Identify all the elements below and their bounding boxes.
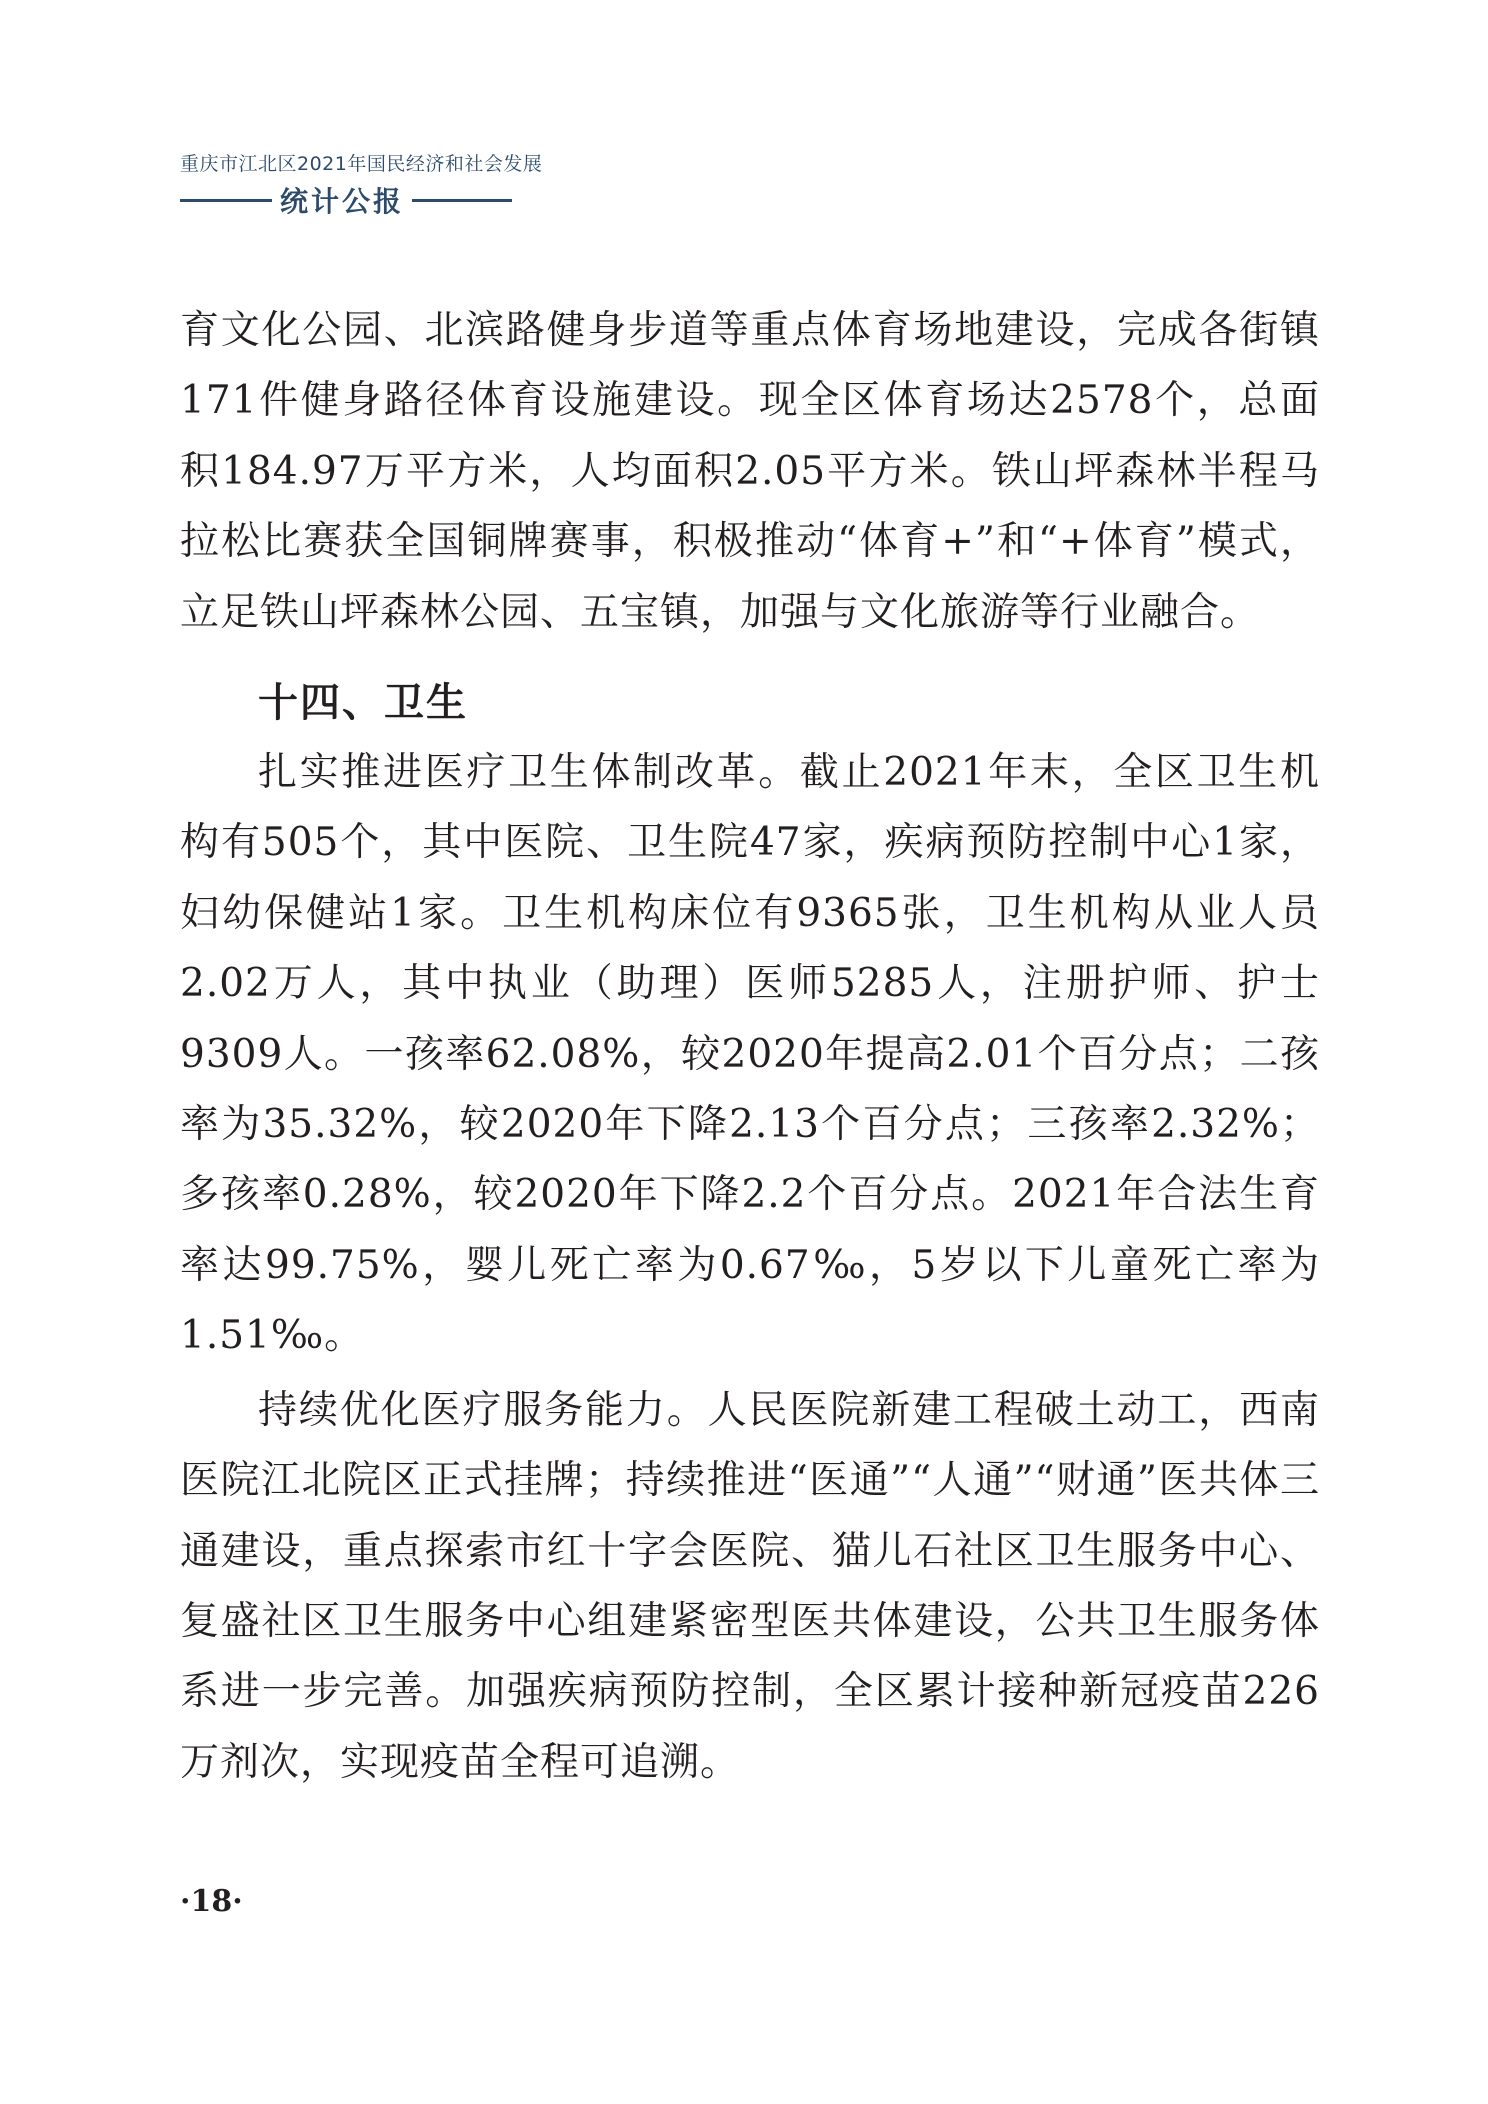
header-rule-right <box>412 199 512 202</box>
header-subtitle: 重庆市江北区2021年国民经济和社会发展 <box>180 153 543 175</box>
paragraph-health-reform: 扎实推进医疗卫生体制改革。截止2021年末，全区卫生机构有505个，其中医院、卫生院47家，疾病预防控制中心1家，妇幼保健站1家。卫生机构床位有9365张，卫生机构从业人员2.02万人，其中执业（助理）医师5285人，注册护师、护士9309人。一孩率62.08%，较2020年提高2.01个百分点；二孩率为35.32%，较2020年下降2.13个百分点；三孩率2.32%；多孩率0.28%，较2020年下降2.2个百分点。2021年合法生育率达99.75%，婴儿死亡率为0.67‰，5岁以下儿童死亡率为1.51‰。 <box>180 750 1320 1359</box>
body-text <box>180 296 1320 1798</box>
header-title-row <box>180 182 520 218</box>
section-heading: 十四、卫生 <box>258 680 468 727</box>
running-header <box>180 152 543 218</box>
header-rule-left <box>180 199 272 202</box>
paragraph-health-services: 持续优化医疗服务能力。人民医院新建工程破土动工，西南医院江北院区正式挂牌；持续推进“医通”“人通”“财通”医共体三通建设，重点探索市红十字会医院、猫儿石社区卫生服务中心、复盛社区卫生服务中心组建紧密型医共体建设，公共卫生服务体系进一步完善。加强疾病预防控制，全区累计接种新冠疫苗226万剂次，实现疫苗全程可追溯。 <box>180 1387 1320 1785</box>
paragraph-continued: 育文化公园、北滨路健身步道等重点体育场地建设，完成各街镇171件健身路径体育设施建设。现全区体育场达2578个，总面积184.97万平方米，人均面积2.05平方米。铁山坪森林半程马拉松比赛获全国铜牌赛事，积极推动“体育+”和“+体育”模式，立足铁山坪森林公园、五宝镇，加强与文化旅游等行业融合。 <box>180 308 1320 635</box>
page-number: ·18· <box>180 1884 243 1919</box>
header-title: 统计公报 <box>280 185 405 218</box>
